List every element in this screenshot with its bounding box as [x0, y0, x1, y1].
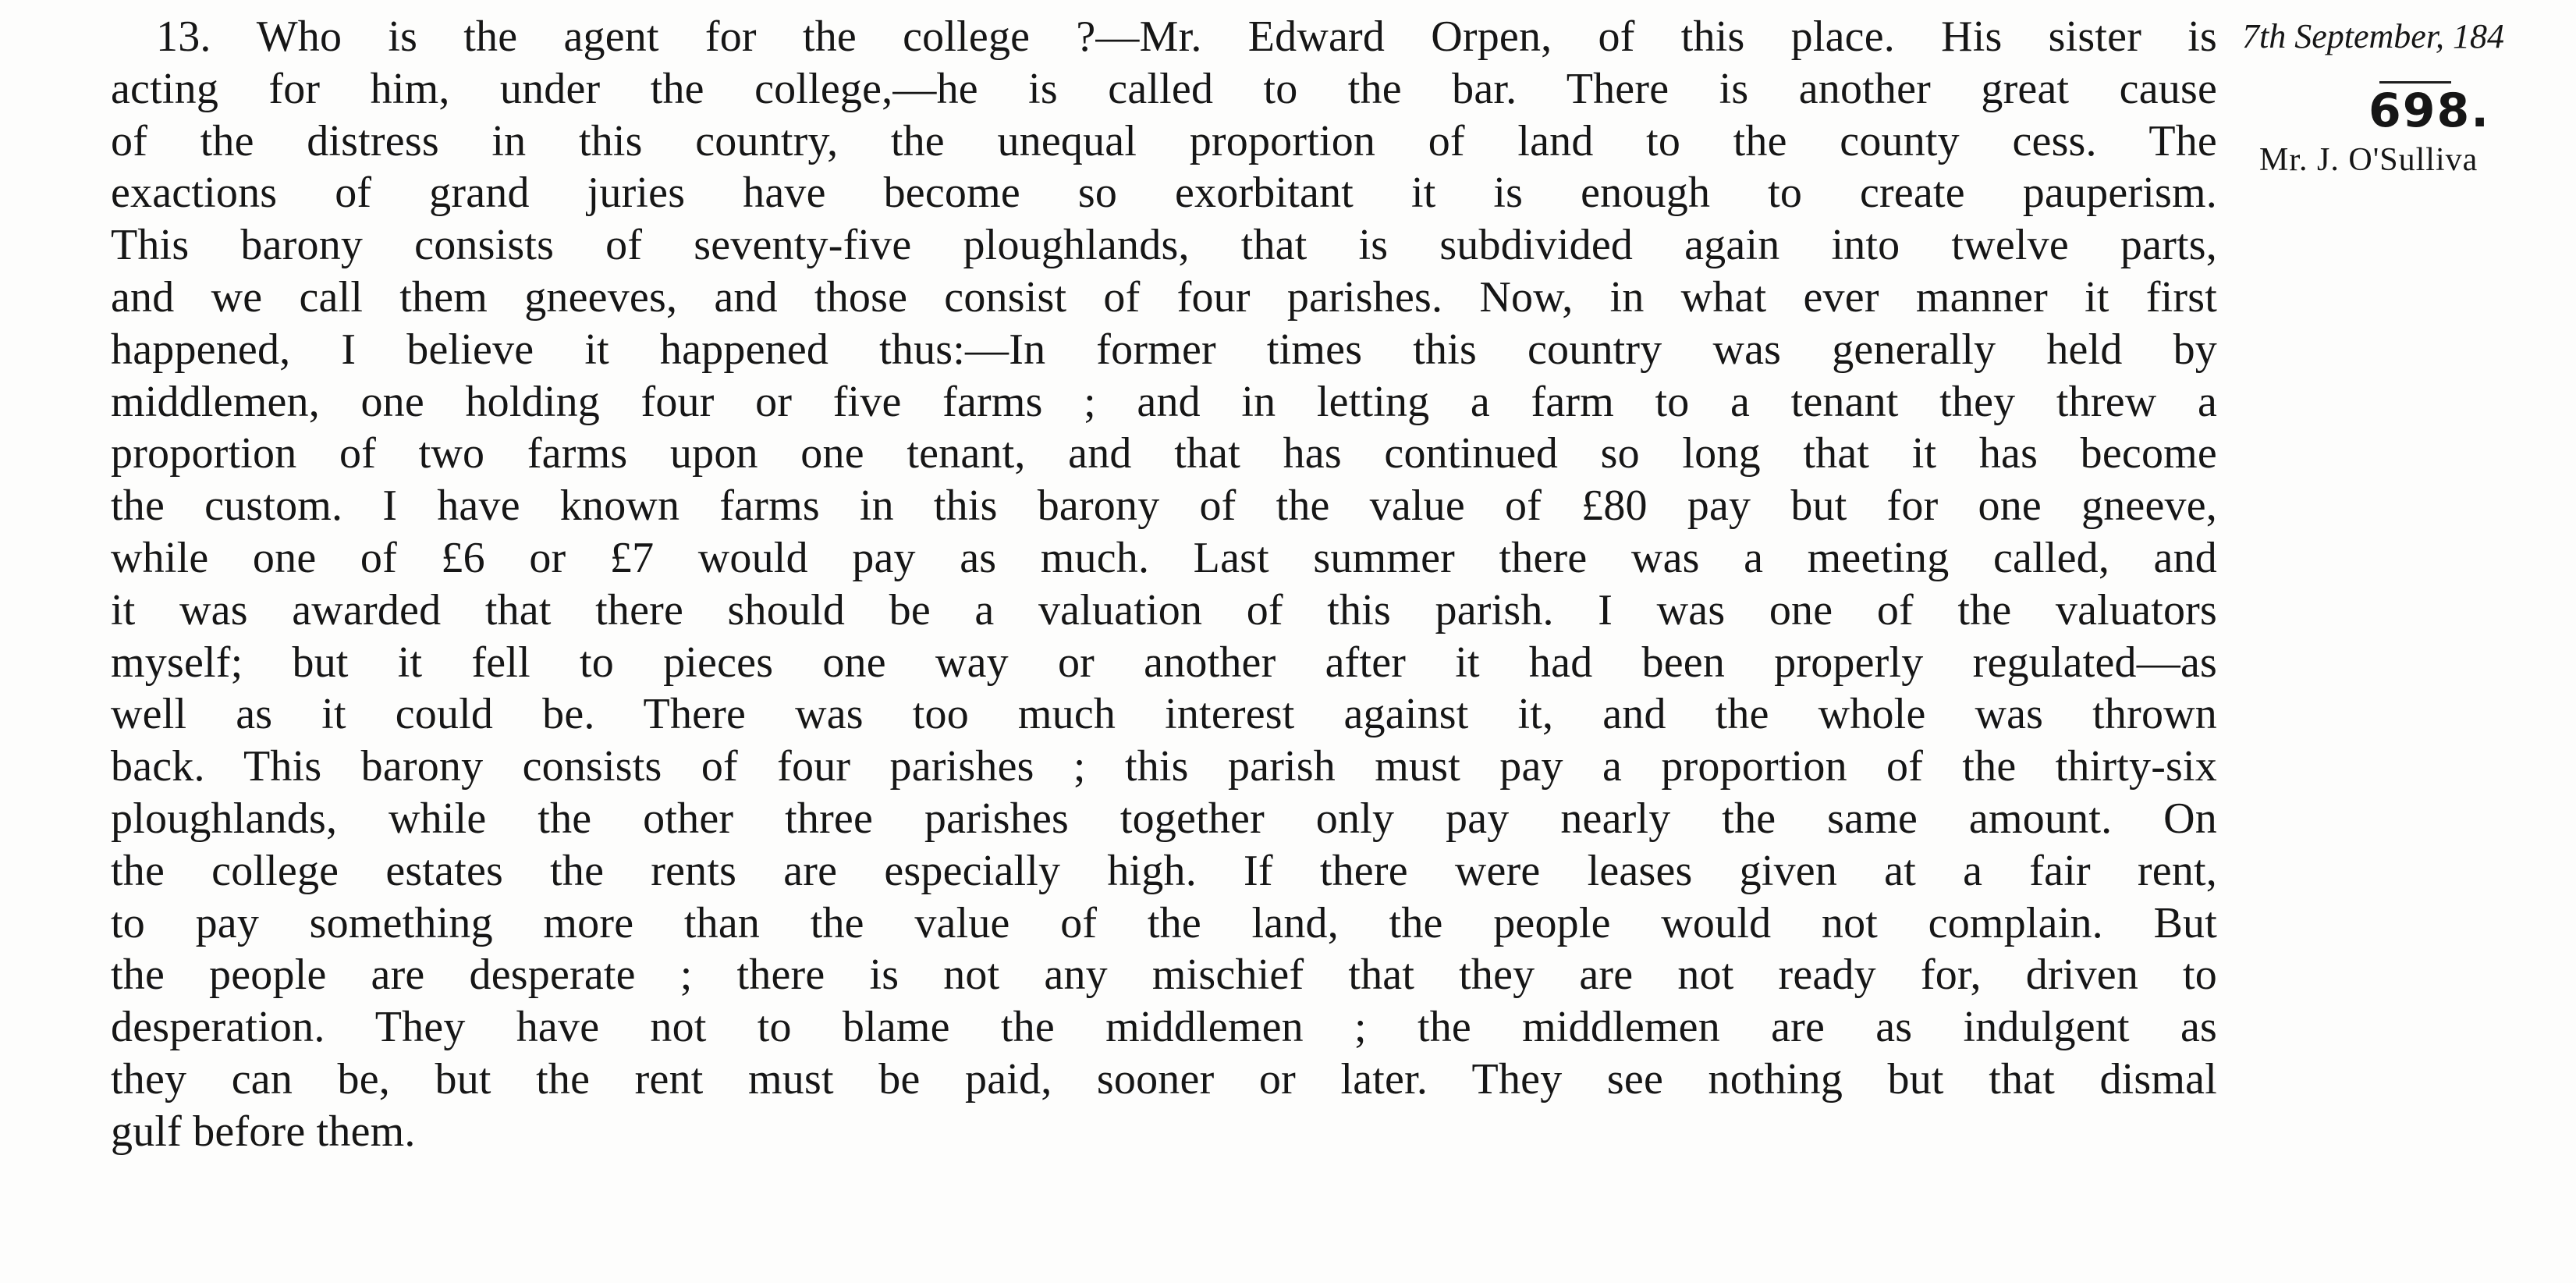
text-line: 13. Who is the agent for the college ?—Mr. Edward Orpen, of this place. His sister is — [156, 12, 2217, 61]
witness-number: 698. — [2368, 84, 2491, 138]
text-line: the custom. I have known farms in this barony of the value of £80 pay but for one gneeve, — [111, 482, 2217, 531]
text-line: desperation. They have not to blame the middlemen ; the middlemen are as indulgent as — [111, 1003, 2217, 1052]
text-line: exactions of grand juries have become so exorbitant it is enough to create pauperism. — [111, 169, 2217, 218]
text-line: it was awarded that there should be a valuation of this parish. I was one of the valuators — [111, 585, 2217, 634]
text-line: ploughlands, while the other three parishes together only pay nearly the same amount. On — [111, 794, 2217, 843]
text-line: the people are desperate ; there is not any mischief that they are not ready for, driven to — [111, 951, 2217, 1000]
text-line: they can be, but the rent must be paid, sooner or later. They see nothing but that dismal — [111, 1054, 2217, 1104]
text-line: while one of £6 or £7 would pay as much. Last summer there was a meeting called, and — [111, 533, 2217, 582]
text-line: the college estates the rents are especially high. If there were leases given at a fair rent, — [111, 846, 2217, 895]
text-line: to pay something more than the value of the land, the people would not complain. But — [111, 898, 2217, 947]
text-line: well as it could be. There was too much interest against it, and the whole was thrown — [111, 690, 2217, 739]
text-line: This barony consists of seventy-five ploughlands, that is subdivided again into twelve parts, — [111, 221, 2217, 270]
text-line: and we call them gneeves, and those consist of four parishes. Now, in what ever manner it first — [111, 272, 2217, 322]
text-line: acting for him, under the college,—he is called to the bar. There is another great cause — [111, 64, 2217, 113]
witness-name: Mr. J. O'Sulliva — [2259, 142, 2478, 178]
text-line: middlemen, one holding four or five farms ; and in letting a farm to a tenant they threw a — [111, 377, 2217, 426]
margin-notes — [2231, 11, 2576, 183]
text-line: myself; but it fell to pieces one way or another after it had been properly regulated—as — [111, 638, 2217, 687]
text-line: of the distress in this country, the unequal proportion of land to the county cess. The — [111, 116, 2217, 165]
text-line: back. This barony consists of four parishes ; this parish must pay a proportion of the thirty-six — [111, 742, 2217, 791]
text-line: gulf before them. — [111, 1107, 416, 1156]
margin-date: 7th September, 184 — [2242, 17, 2505, 55]
text-line: proportion of two farms upon one tenant, and that has continued so long that it has become — [111, 429, 2217, 478]
evidence-paragraph — [111, 11, 2217, 1158]
text-line: happened, I believe it happened thus:—In former times this country was generally held by — [111, 325, 2217, 374]
